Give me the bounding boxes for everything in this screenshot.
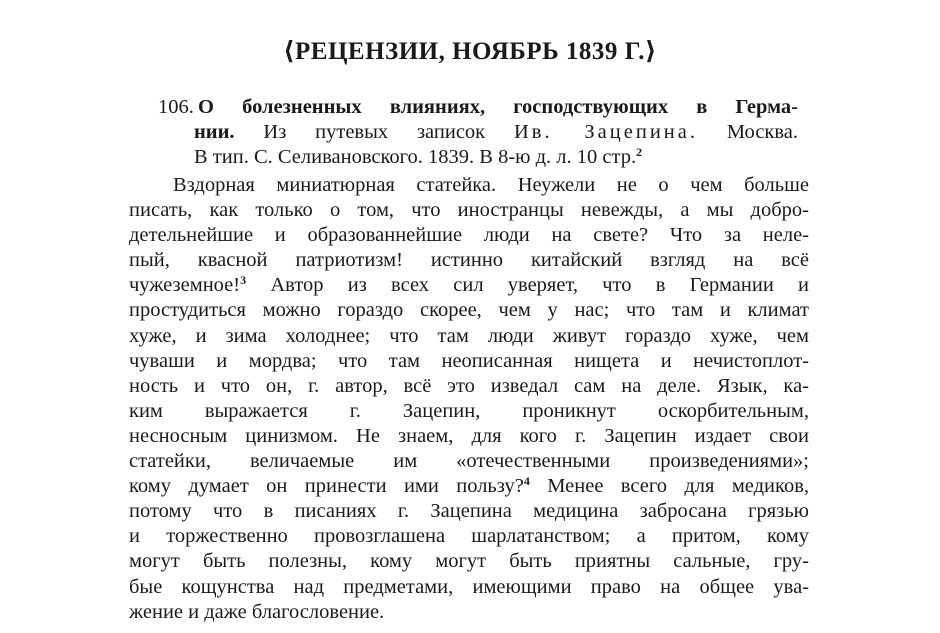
body-line: хуже, и зима холоднее; что там люди живут гораздо хуже, чем xyxy=(129,324,809,347)
body-line: могут быть полезны, кому могут быть приятны сальные, гру- xyxy=(129,550,809,573)
body-line: несносным цинизмом. Не знаем, для кого г. Зацепин издает свои xyxy=(129,424,809,447)
body-line: простудиться можно гораздо скорее, чем у нас; что там и климат xyxy=(129,299,809,322)
body-fragment: Менее всего для медиков, xyxy=(547,475,809,498)
body-line: бые кощунства над предметами, имеющими право на общее ува- xyxy=(129,575,809,598)
footnote-ref-2: 2 xyxy=(636,145,643,159)
body-line: потому что в писаниях г. Зацепина медицина забросана грязью xyxy=(129,500,809,523)
entry-line-2 xyxy=(158,120,798,145)
body-fragment: чужеземное! xyxy=(129,274,241,297)
entry-line-1 xyxy=(158,95,798,120)
body-fragment: Автор из всех сил уверяет, что в Германии и xyxy=(270,274,809,297)
body-line: ким выражается г. Зацепин, проникнут оскорбительным, xyxy=(129,399,809,422)
body-fragment: кому думает он принести ими пользу? xyxy=(129,475,524,498)
body-line: детельнейшие и образованнейшие люди на свете? Что за неле- xyxy=(129,224,809,247)
body-line: пый, квасной патриотизм! истинно китайский взгляд на всё xyxy=(129,249,809,272)
body-line: ность и что он, г. автор, всё это изведал сам на деле. Язык, ка- xyxy=(129,374,809,397)
footnote-ref-3: 3 xyxy=(240,273,247,288)
body-line xyxy=(129,273,809,298)
body-line: Вздорная миниатюрная статейка. Неужели не о чем больше xyxy=(173,174,809,196)
body-line: писать, как только о том, что иностранцы невежды, а мы добро- xyxy=(129,199,809,222)
entry-title-end: нии. xyxy=(194,121,235,143)
body-line: и торжественно провозглашена шарлатанством; а притом, кому xyxy=(129,525,809,548)
body-line: жение и даже благословение. xyxy=(129,600,385,623)
entry-line-3 xyxy=(158,145,798,170)
body-line xyxy=(129,474,809,499)
body-line: чуваши и мордва; что там неописанная нищета и нечистоплот- xyxy=(129,349,809,372)
review-text xyxy=(129,173,809,625)
entry-title: О болезненных влияниях, господствующих в Герма- xyxy=(198,96,798,118)
body-line: статейки, величаемые им «отечественными произведениями»; xyxy=(129,450,809,473)
entry-city: Москва. xyxy=(698,121,799,143)
entry-number: 106. xyxy=(158,96,194,118)
entry-author: Ив. Зацепина. xyxy=(513,121,698,143)
section-heading: ⟨РЕЦЕНЗИИ, НОЯБРЬ 1839 Г.⟩ xyxy=(283,38,657,65)
entry-imprint: В тип. С. Селивановского. 1839. В 8-ю д. л. 10 стр. xyxy=(194,146,637,168)
entry-source: Из путевых записок xyxy=(234,121,514,143)
bibliographic-entry xyxy=(158,95,798,170)
footnote-ref-4: 4 xyxy=(523,474,530,489)
